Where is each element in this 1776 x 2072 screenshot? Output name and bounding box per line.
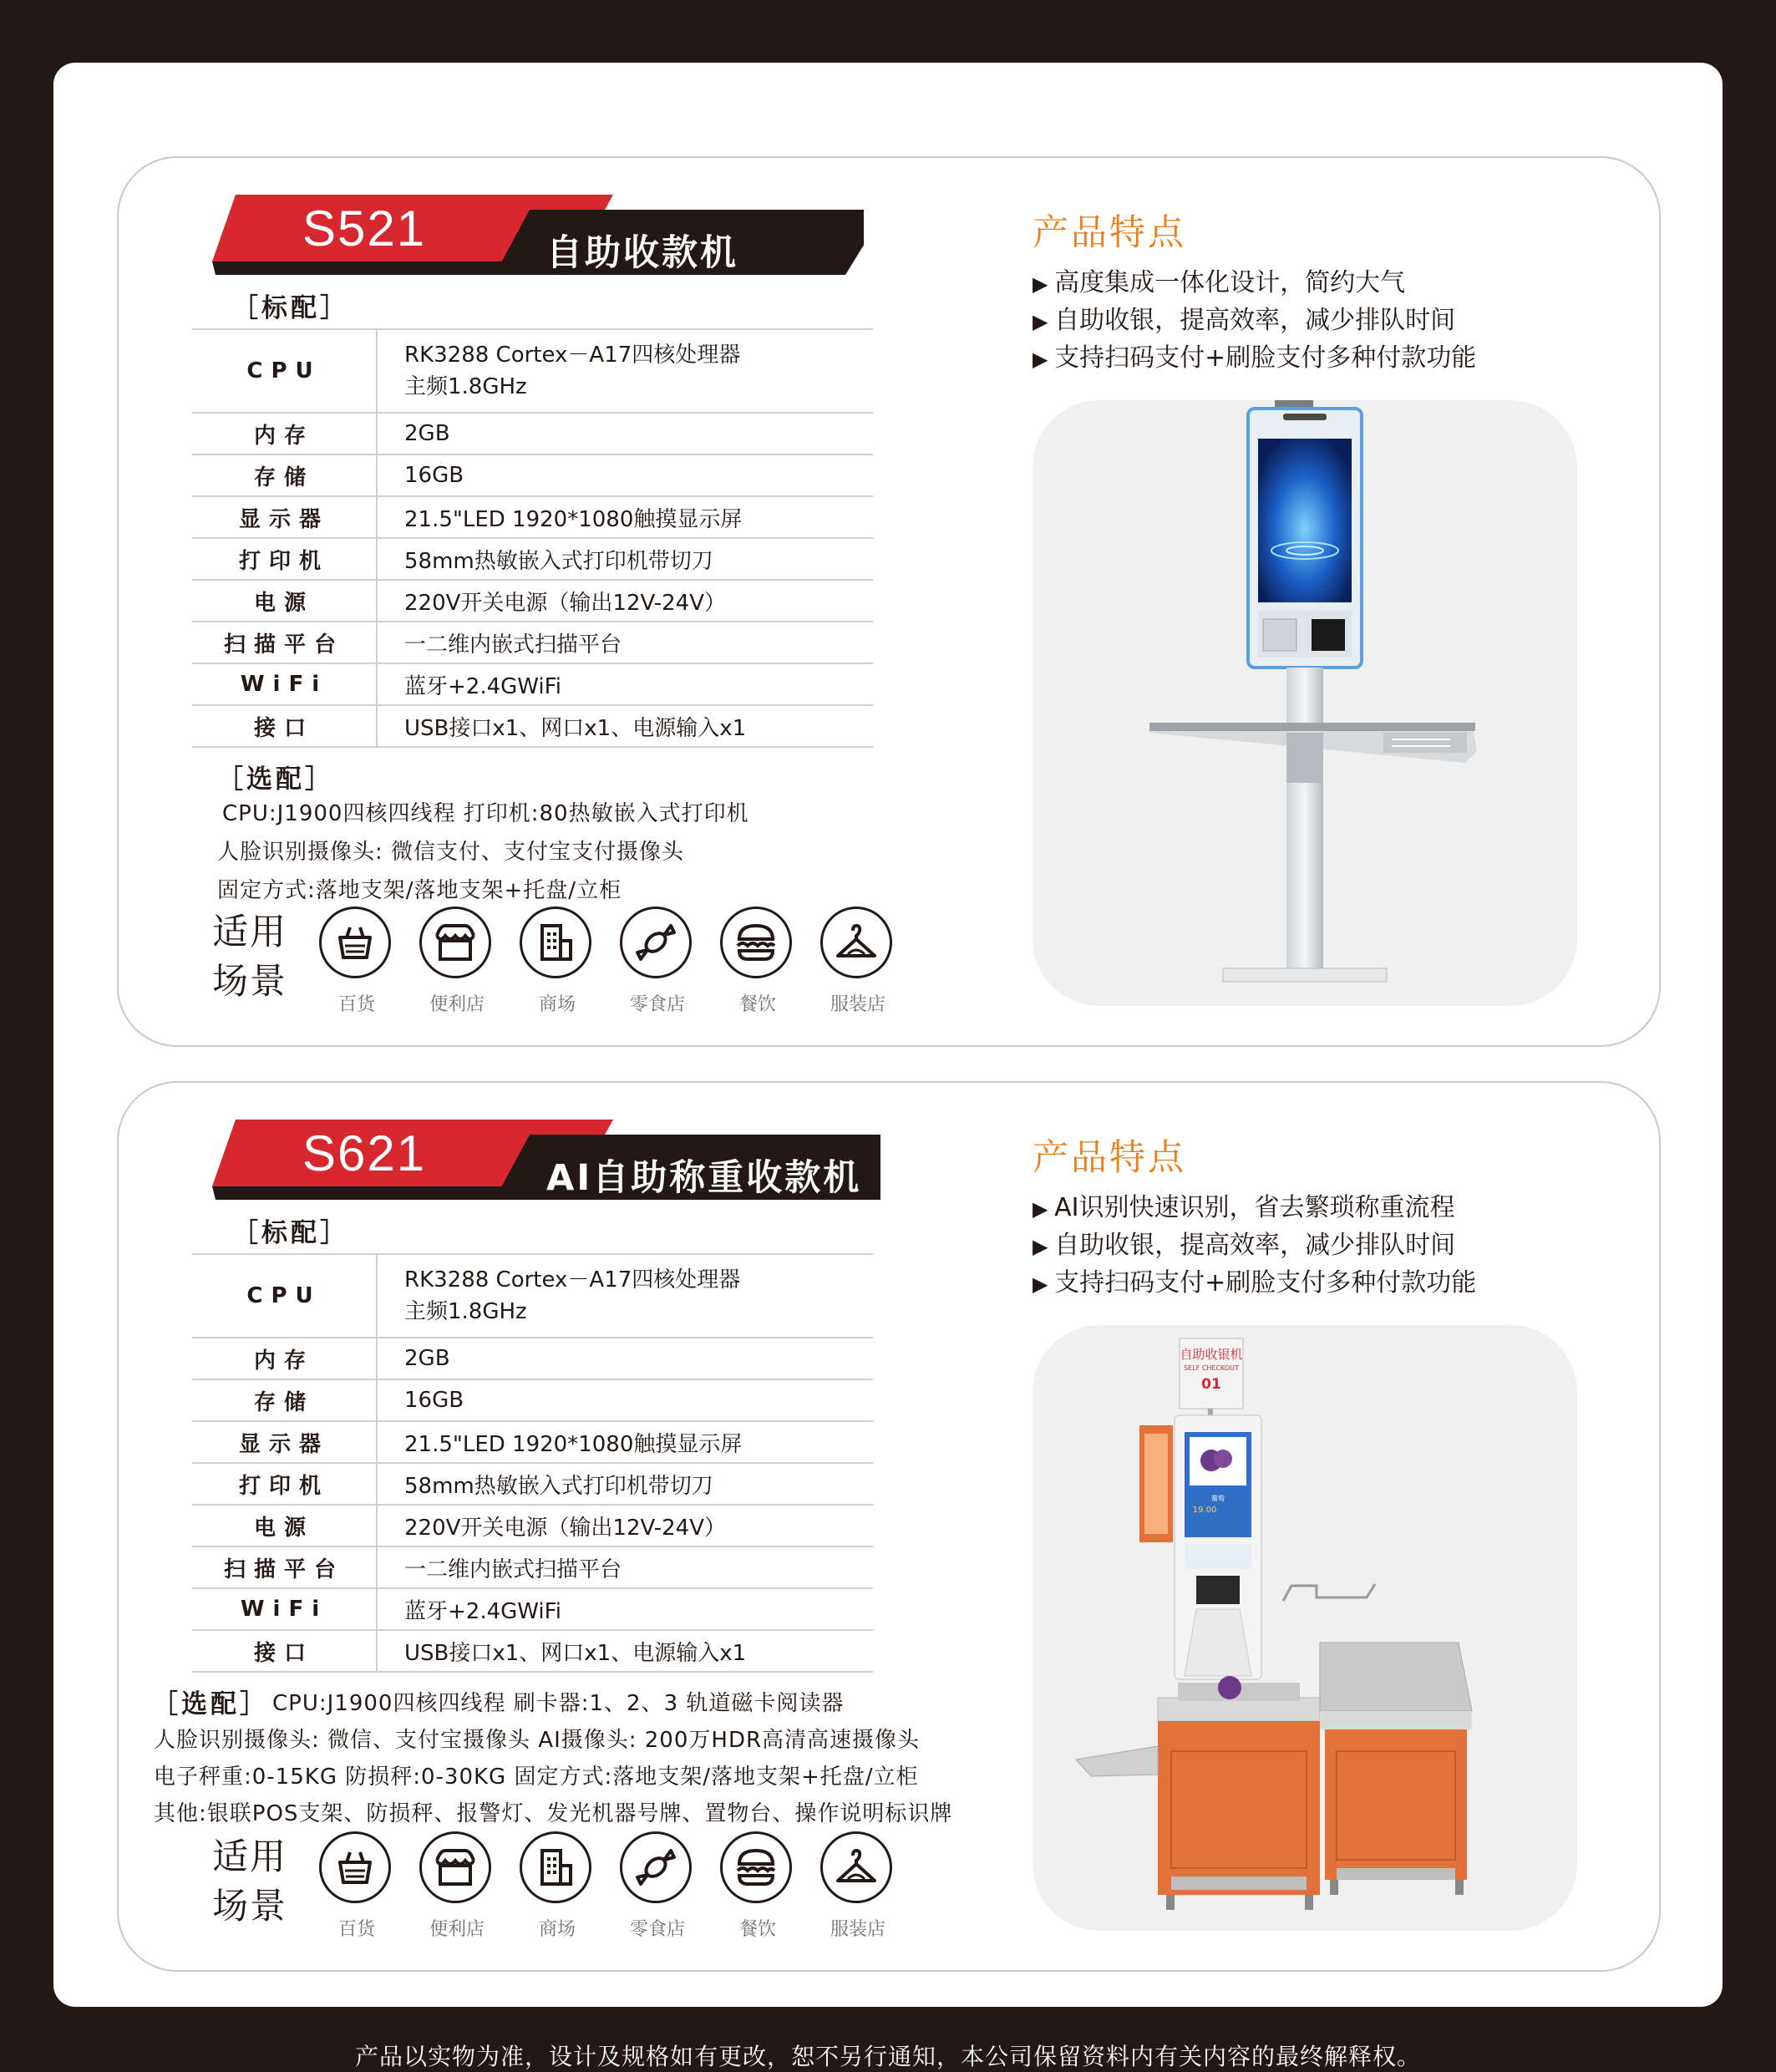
candy-icon [620,906,692,978]
scene-item [820,1831,896,1940]
scene-item-label: 零食店 [629,1919,685,1940]
spec-row [192,622,873,663]
scene-label [212,908,287,1007]
spec-row-cpu [192,329,873,413]
store-icon [419,906,491,978]
product-panel-s621 [117,1081,1661,1972]
scene-item-label: 餐饮 [738,994,776,1015]
spec-value: 2GB [377,1338,873,1379]
spec-row [192,1379,873,1421]
spec-row [192,1546,873,1588]
spec-key: WiFi [192,1588,377,1630]
scene-item [520,906,595,1015]
spec-value: 220V开关电源（输出12V-24V） [377,1505,873,1546]
spec-key: 接口 [192,705,377,747]
spec-value: 蓝牙+2.4GWiFi [377,663,873,705]
model-number: S621 [302,1125,427,1181]
scene-item-label: 零食店 [629,994,685,1015]
spec-value: 蓝牙+2.4GWiFi [377,1588,873,1630]
spec-value: 58mm热敏嵌入式打印机带切刀 [377,1463,873,1505]
scene-item [820,906,896,1015]
product-header-badge [212,1120,864,1210]
burger-icon [720,906,792,978]
option-line: 电子秤重:0-15KG 防损秤:0-30KG 固定方式:落地支架/落地支架+托盘/立柜 [154,1765,919,1790]
spec-row [192,455,873,496]
spec-row [192,1630,873,1672]
product-panel-s521 [117,156,1661,1047]
features-list [1033,1190,1476,1303]
clothes-hanger-icon [820,906,892,978]
spec-row [192,496,873,538]
spec-row [192,1463,873,1505]
weighing-kiosk-illustration [1033,1325,1577,1931]
store-icon [419,1831,491,1903]
product-header-badge [212,195,864,285]
scene-item-label: 餐饮 [738,1919,776,1940]
spec-row [192,1505,873,1546]
model-number: S521 [302,201,427,256]
option-line: 固定方式:落地支架/落地支架+托盘/立柜 [217,878,622,903]
features-title: 产品特点 [1033,1137,1186,1179]
sign-title: 自助收银机 [1180,1347,1243,1362]
building-icon [520,906,591,978]
option-line: 其他:银联POS支架、防损秤、报警灯、发光机器号牌、置物台、操作说明标识牌 [154,1801,953,1826]
spec-key: CPU [192,1254,377,1338]
sign-subtitle: SELF CHECKOUT [1184,1364,1239,1372]
burger-icon [720,1831,792,1903]
product-image-s621 [1033,1325,1577,1931]
spec-key: 扫描平台 [192,622,377,663]
spec-key: 电源 [192,580,377,622]
spec-key: 显示器 [192,1421,377,1463]
option-line: 人脸识别摄像头: 微信、支付宝摄像头 AI摄像头: 200万HDR高清高速摄像头 [154,1728,921,1753]
spec-value: 16GB [377,455,873,496]
features-list [1033,265,1476,378]
features-title: 产品特点 [1033,212,1186,254]
spec-key: 打印机 [192,1463,377,1505]
spec-row [192,1588,873,1630]
scene-item-label: 百货 [337,994,375,1015]
sign-number: 01 [1201,1376,1221,1393]
option-line: CPU:J1900四核四线程 刷卡器:1、2、3 轨道磁卡阅读器 [272,1691,845,1716]
scene-item [319,1831,394,1940]
footer-disclaimer: 产品以实物为准，设计及规格如有更改，恕不另行通知，本公司保留资料内有关内容的最终解释权。 [354,2043,1421,2070]
spec-value: 一二维内嵌式扫描平台 [377,1546,873,1588]
spec-row [192,705,873,747]
feature-item: ▶ 自助收银，提高效率，减少排队时间 [1033,1227,1476,1265]
spec-row-cpu [192,1254,873,1338]
optional-config-title: ［选配］ [152,1689,269,1719]
spec-value: USB接口x1、网口x1、电源输入x1 [377,1630,873,1672]
option-line: 人脸识别摄像头: 微信支付、支付宝支付摄像头 [217,840,685,865]
spec-row [192,413,873,455]
spec-value [377,329,873,413]
scene-item [419,906,495,1015]
scene-label-line: 场景 [212,961,287,1003]
scene-label-line: 适用 [212,1836,287,1878]
spec-value: 21.5"LED 1920*1080触摸显示屏 [377,496,873,538]
product-name: AI自助称重收款机 [546,1157,862,1199]
spec-key: 内存 [192,1338,377,1379]
feature-item: ▶ 自助收银，提高效率，减少排队时间 [1033,302,1476,340]
standard-config-title: ［标配］ [232,1218,349,1248]
spec-row [192,538,873,580]
kiosk-illustration [1033,400,1577,1006]
scene-item [419,1831,495,1940]
scene-item [720,906,795,1015]
spec-key: 存储 [192,455,377,496]
scene-item-label: 便利店 [429,1919,485,1940]
candy-icon [620,1831,692,1903]
spec-value: 一二维内嵌式扫描平台 [377,622,873,663]
spec-value: 2GB [377,413,873,455]
spec-value: 21.5"LED 1920*1080触摸显示屏 [377,1421,873,1463]
scene-item-label: 商场 [538,1919,576,1940]
scene-item [319,906,394,1015]
scene-item-label: 服装店 [830,1919,885,1940]
scene-item-label: 服装店 [830,994,885,1015]
scene-item [620,906,695,1015]
basket-icon [319,1831,391,1903]
spec-key: 扫描平台 [192,1546,377,1588]
product-name: 自助收款机 [546,232,738,274]
spec-row [192,1338,873,1379]
scene-label [212,1833,287,1932]
spec-value: 58mm热敏嵌入式打印机带切刀 [377,538,873,580]
spec-value: 220V开关电源（输出12V-24V） [377,580,873,622]
spec-row [192,1421,873,1463]
spec-value-line: 主频1.8GHz [404,374,527,399]
spec-row [192,580,873,622]
spec-key: WiFi [192,663,377,705]
scene-item [720,1831,795,1940]
feature-item: ▶ 高度集成一体化设计，简约大气 [1033,265,1476,302]
product-image-s521 [1033,400,1577,1006]
spec-key: CPU [192,329,377,413]
spec-row [192,663,873,705]
feature-item: ▶ 支持扫码支付+刷脸支付多种付款功能 [1033,340,1476,378]
spec-value [377,1254,873,1338]
scene-item [620,1831,695,1940]
scene-item [520,1831,595,1940]
screen-price: 19.00 [1192,1506,1217,1515]
spec-value-line: 主频1.8GHz [404,1299,527,1324]
scene-item-label: 便利店 [429,994,485,1015]
building-icon [520,1831,591,1903]
feature-item: ▶ 支持扫码支付+刷脸支付多种付款功能 [1033,1265,1476,1303]
spec-key: 存储 [192,1379,377,1421]
feature-item: ▶ AI识别快速识别，省去繁琐称重流程 [1033,1190,1476,1227]
spec-key: 打印机 [192,538,377,580]
scene-label-line: 场景 [212,1886,287,1927]
spec-value-line: RK3288 Cortex－A17四核处理器 [404,1267,741,1292]
option-line: CPU:J1900四核四线程 打印机:80热敏嵌入式打印机 [222,801,749,826]
spec-key: 显示器 [192,496,377,538]
spec-table [192,1253,873,1673]
basket-icon [319,906,391,978]
scene-item-label: 百货 [337,1919,375,1940]
spec-value-line: RK3288 Cortex－A17四核处理器 [404,343,741,368]
spec-table [192,328,873,748]
optional-config-title: ［选配］ [217,764,334,795]
scene-label-line: 适用 [212,912,287,953]
clothes-hanger-icon [820,1831,892,1903]
spec-key: 内存 [192,413,377,455]
standard-config-title: ［标配］ [232,293,349,323]
spec-key: 接口 [192,1630,377,1672]
spec-value: 16GB [377,1379,873,1421]
screen-item: 葡萄 [1211,1495,1225,1502]
spec-key: 电源 [192,1505,377,1546]
scene-item-label: 商场 [538,994,576,1015]
spec-value: USB接口x1、网口x1、电源输入x1 [377,705,873,747]
